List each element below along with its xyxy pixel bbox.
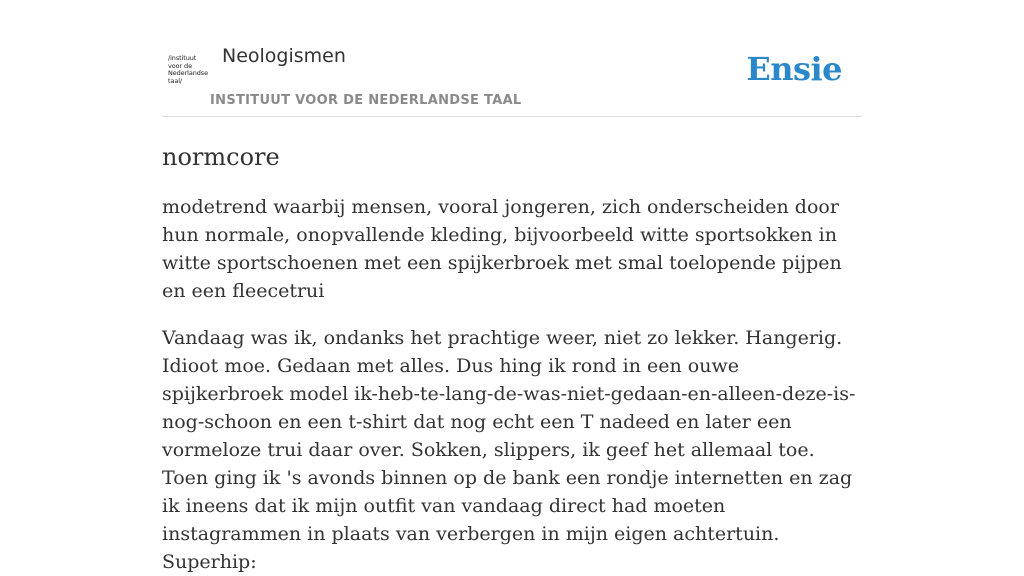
institute-name: INSTITUUT VOOR DE NEDERLANDSE TAAL — [210, 93, 522, 108]
entry-term: normcore — [162, 143, 280, 171]
page — [162, 0, 862, 576]
ensie-brand-logo[interactable]: Ensie — [746, 50, 842, 88]
site-header — [162, 0, 862, 117]
entry-example-quote: Vandaag was ik, ondanks het prachtige weer, niet zo lekker. Hangerig. Idioot moe. Gedaan met alles. Dus hing ik rond in een ouwe spijkerbroek model ik-heb-te-lang-de-was-niet-gedaan-en-alleen-deze-is-nog-schoon en een t-shirt dat nog echt een T nadeed en later een vormeloze trui daar over. Sokken, slippers, ik geef het allemaal toe. Toen ging ik 's avonds binnen op de bank een rondje internetten en zag ik ineens dat ik mijn outfit van vandaag direct had moeten instagrammen in plaats van verbergen in mijn eigen achtertuin. Superhip: — [162, 327, 856, 573]
logo-text: /instituut voor de Nederlandse taal/ — [168, 54, 208, 85]
ivdnt-logo[interactable] — [166, 54, 210, 90]
entry-definition: modetrend waarbij mensen, vooral jongeren, zich onderscheiden door hun normale, onopvallende kleding, bijvoorbeeld witte sportsokken in witte sportschoenen met een spijkerbroek met smal toelopende pijpen en een fleecetrui — [162, 196, 842, 302]
site-title-link[interactable]: Neologismen — [222, 45, 346, 67]
